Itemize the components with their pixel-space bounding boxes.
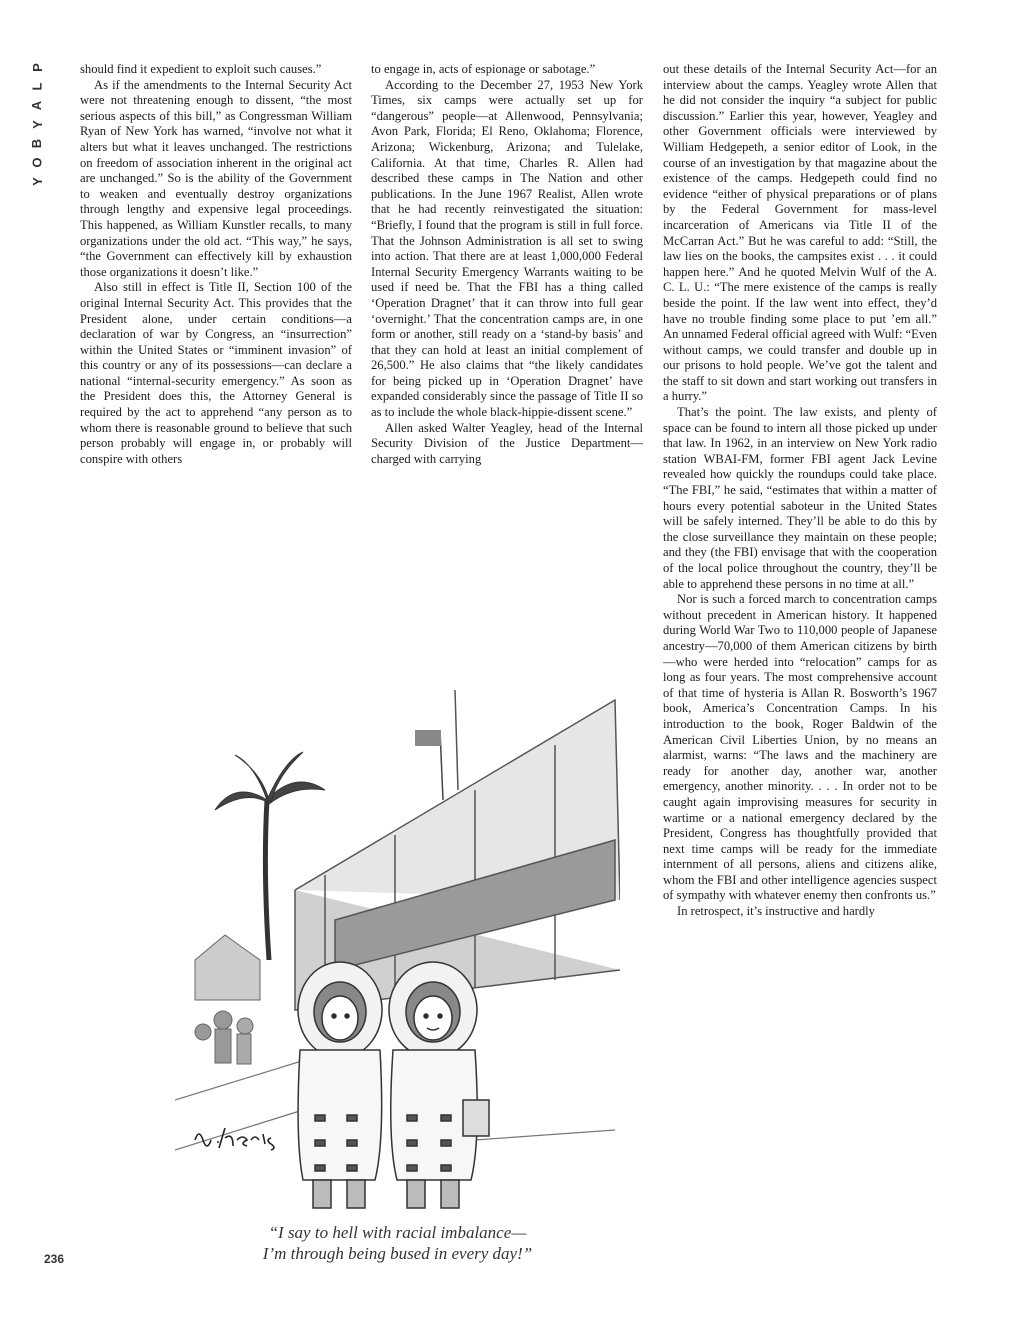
running-head-letter: B <box>29 138 45 149</box>
paragraph: According to the December 27, 1953 New York Times, six camps were actually set up for “dangerous” people—at Allenwood, Pennsylvania; Avon Park, Florida; El Reno, Oklahoma; Florence, Arizona; Wickenburg, Arizona; and Tulelake, California. At that time, Charles R. Allen had described these camps in The Nation and other publications. In the June 1967 Realist, Allen wrote that he had recently reinvestigated the situation: “Briefly, I found that the program is still in full force. That the Johnson Administration is all set to swing into action. That there are at least 1,000,000 Federal Internal Security Emergency Warrants waiting to be used if need be. That the FBI has a thing called ‘Operation Dragnet’ that it can throw into full gear ‘overnight.’ That the concentration camps are, in one form or another, still ready on a ‘stand-by basis’ and that they can hold at least an initial complement of 26,500.” He also claims that “the likely candidates for being picked up in ‘Operation Dragnet’ have expanded considerably since the passage of Title II so as to include the whole black-hippie-dissent scene.” <box>371 77 643 420</box>
paragraph: Nor is such a forced march to concentration camps without precedent in American history. It happened during World War Two to 110,000 people of Japanese ancestry—70,000 of them American citizens by birth—who were herded into “relocation” camps for as long as four years. The most comprehensive account of that time of hysteria is Allan R. Bosworth’s 1967 book, America’s Concentration Camps. In his introduction to the book, Roger Baldwin of the American Civil Liberties Union, by no means an alarmist, warns: “The laws and the machinery are ready for another day, another war, another emergency, another minority. . . . In order not to be caught again improvising measures for security in wartime or a national emergency declared by the President, Congress has thoughtfully provided that next time camps will be ready for the immediate internment of all persons, aliens and citizens alike, whom the FBI and other intelligence agencies suspect of sympathy with whatever enemy then confronts us.” <box>663 592 937 903</box>
running-head-letter: A <box>29 100 45 111</box>
article-column-3 <box>663 62 937 920</box>
running-head-letter: Y <box>29 177 45 186</box>
caption-line: I’m through being bused in every day!” <box>262 1244 533 1263</box>
flag-icon <box>415 730 443 800</box>
paragraph: Also still in effect is Title II, Section 100 of the original Internal Security Act. This provides that the President alone, under certain conditions—a declaration of war by Congress, an “insurrection” within the United States or “imminent invasion” of this country or any of its possessions—can declare a national “internal-security emergency.” As soon as the President does this, the Attorney General is required by the act to apprehend “any person as to whom there is reasonable ground to believe that such person probably will engage in, or probably will conspire with others <box>80 280 352 466</box>
running-head-letter: L <box>29 82 45 91</box>
paragraph: Allen asked Walter Yeagley, head of the Internal Security Division of the Justice Department—charged with carrying <box>371 420 643 466</box>
child-figure-right <box>389 962 489 1208</box>
child-figure-left <box>298 962 382 1208</box>
paragraph: should find it expedient to exploit such causes.” <box>80 62 322 76</box>
running-head-letter: Y <box>29 120 45 129</box>
paragraph: As if the amendments to the Internal Security Act were not threatening enough to dissent, “the most serious aspects of this bill,” as Congressman William Ryan of New York has warned, “involve not what it alters but what it leaves unchanged. The restrictions on freedom of association inherent in the original act are unchanged.” So is the ability of the Government to weaken and eventually destroy organizations through lengthy and expensive legal proceedings. This happened, as William Kunstler recalls, to many organizations under the old act. “This way,” he says, “the Government can effectively kill by exhaustion those organizations it doesn’t like.” <box>80 77 352 279</box>
article-column-1 <box>80 62 352 467</box>
paragraph: In retrospect, it’s instructive and hardly <box>677 904 875 919</box>
caption-line: “I say to hell with racial imbalance— <box>268 1223 527 1242</box>
running-head <box>26 58 48 191</box>
page-number: 236 <box>44 1252 65 1266</box>
running-head-letter: O <box>29 157 45 168</box>
cartoon-illustration <box>175 540 620 1210</box>
cartoon-caption <box>175 1222 620 1264</box>
paragraph: out these details of the Internal Security Act—for an interview about the camps. Yeagley wrote Allen that he did not consider the inquiry “a subject for public discussion.” Earlier this year, however, Yeagley and other Government officials were interviewed by William Hedgepeth, a senior editor of Look, in the course of an investigation by that magazine about the existence of the camps. Hedgepeth could find no evidence “either of physical preparations or of plans by the Federal Government for mass-level incarceration of Americans via Title II of the McCarran Act.” But he was careful to add: “Still, the law lies on the books, the campsites exist . . . it could happen here.” And he quoted Melvin Wulf of the A. C. L. U.: “The mere existence of the camps is really beside the point. If the law went into effect, they’d have no trouble finding some place to put ’em all.” An unnamed Federal official agreed with Wulf: “Even without camps, we could transfer and double up in our prisons to hold people. We’ve got the talent and the staff to sit down and start working out transfers in a hurry.” <box>663 62 937 404</box>
running-head-letter: P <box>29 63 45 72</box>
article-column-2 <box>371 62 643 467</box>
paragraph: That’s the point. The law exists, and plenty of space can be found to intern all those picked up under that law. In 1962, in an interview on New York radio station WBAI-FM, former FBI agent Jack Levine revealed how quickly the roundups could take place. “The FBI,” he said, “estimates that within a matter of hours every potential saboteur in the United States will be safely interned. They’ll be able to do this by the close surveillance they maintain on these people; and they (the FBI) envisage that with the cooperation of the local police throughout the country, they’ll be able to apprehend these persons in no time at all.” <box>663 405 937 591</box>
paragraph: to engage in, acts of espionage or sabotage.” <box>371 62 596 76</box>
